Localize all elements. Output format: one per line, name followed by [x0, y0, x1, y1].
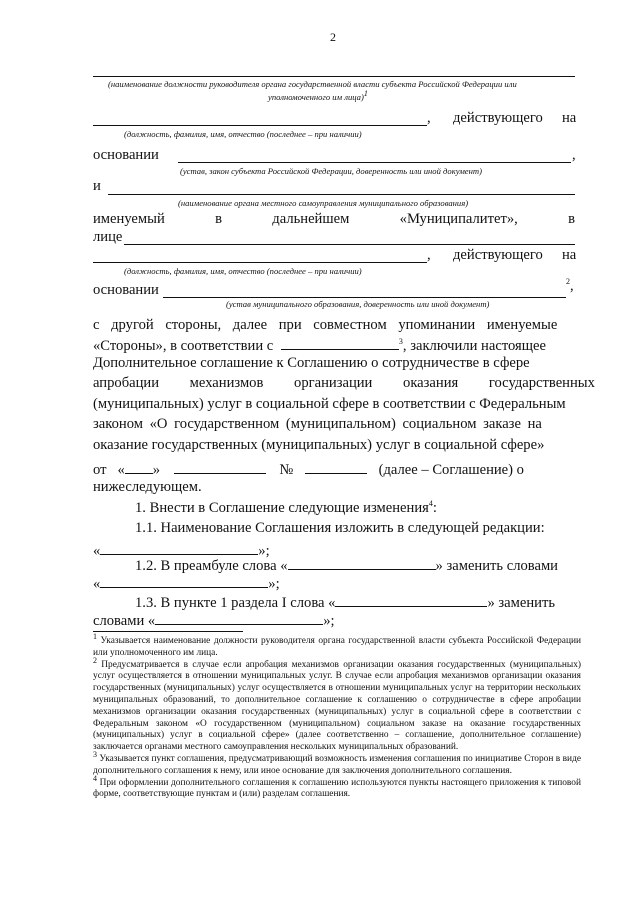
body-line-6: законом «О государственном (муниципальном) социальном заказе на: [93, 416, 542, 432]
blank-line-municipal-body: [108, 194, 575, 195]
item-1-3-blank: словами « »;: [93, 610, 335, 630]
comma: ,: [427, 110, 431, 126]
footnote-2: $^2$ Предусматривается в случае если апробация механизмов организации оказания государственных (муниципальных) услуг осуществляется в отношении муниципальных услуг. В случае если апробация механизмов организации оказания государственных (муниципальных) услуг осуществляется в отношении муниципальных услуг на территории нескольких муниципальных образований, то дополнительное соглашение к соглашению о сотрудничестве в сфере апробации механизмов организации оказания государственных (муниципальных) услуг в социальной сфере в соответствии с Федеральным законом «О государственном (муниципальном) социальном заказе на оказание государственных (муниципальных) услуг в социальной сфере» (далее соответственно – соглашение, дополнительное соглашение) заключается органами местного самоуправления нескольких муниципальных образований.: [93, 655, 581, 753]
item-1-3: 1.3. В пункте 1 раздела I слова « » заменить: [135, 592, 555, 612]
item-1-1: 1.1. Наименование Соглашения изложить в следующей редакции:: [135, 520, 545, 536]
basis-word: основании: [93, 282, 159, 298]
blank-line-official-name: [93, 125, 427, 126]
body-line-5: (муниципальных) услуг в социальной сфере в соответствии с Федеральным: [93, 396, 566, 412]
caption-basis: (устав, закон субъекта Российской Федерации, доверенность или иной документ): [180, 166, 482, 176]
caption-official-name-2: (должность, фамилия, имя, отчество (последнее – при наличии): [124, 266, 362, 276]
body-line-2: «Стороны», в соответствии с $^3$, заключили настоящее: [93, 335, 575, 355]
person-word: лице: [93, 229, 123, 245]
blank-line-position: [93, 76, 575, 77]
blank-line-basis: [178, 162, 571, 163]
footnotes: [93, 631, 582, 801]
footnote-4: $^4$ При оформлении дополнительного соглашения к соглашению используются пункты настоящего приложения к типовой форме, соответствующие пунктам и (или) разделам соглашения.: [93, 773, 581, 800]
body-line-7: оказание государственных (муниципальных) услуг в социальной сфере»: [93, 437, 545, 453]
blank-line-person: [124, 244, 575, 245]
body-line-1: с другой стороны, далее при совместном упоминании именуемые: [93, 317, 558, 333]
body-line-3: Дополнительное соглашение к Соглашению о сотрудничестве в сфере: [93, 355, 530, 371]
named-line: именуемый в дальнейшем «Муниципалитет», в: [93, 211, 575, 227]
and-word: и: [93, 178, 101, 194]
item-1-2: 1.2. В преамбуле слова « » заменить словами: [135, 555, 558, 575]
acting-word: действующего: [453, 110, 543, 126]
basis-2-end: $^2$,: [566, 277, 574, 294]
footnote-1: $^1$ Указывается наименование должности руководителя органа государственной власти субъекта Российской Федерации или уполномоченного им лица.: [93, 631, 582, 658]
caption-basis-2: (устав муниципального образования, доверенность или иной документ): [226, 299, 490, 309]
item-1-2-blank: « »;: [93, 573, 280, 593]
blank-line-basis-2: [163, 297, 566, 298]
item-1-1-blank: « »;: [93, 540, 270, 560]
body-line-4: апробации механизмов организации оказания государственных: [93, 375, 595, 391]
acting-word: действующего: [453, 247, 543, 263]
basis-word: основании: [93, 147, 159, 163]
on-word: на: [562, 110, 577, 126]
caption-municipal-body: (наименование органа местного самоуправления муниципального образования): [178, 198, 469, 208]
caption-position: (наименование должности руководителя органа государственной власти субъекта Российской Федерации или: [108, 79, 517, 89]
page-number: 2: [330, 30, 336, 44]
comma: ,: [427, 247, 431, 263]
caption-official-name: (должность, фамилия, имя, отчество (последнее – при наличии): [124, 129, 362, 139]
footnote-3: $^3$ Указывается пункт соглашения, предусматривающий возможность изменения соглашения по инициативе Сторон в виде дополнительного соглашения к нему, или иное основание для заключения дополнительного соглашения.: [93, 749, 582, 776]
item-1: 1. Внести в Соглашение следующие изменения$^4$:: [135, 499, 437, 516]
caption-position-cont: уполномоченного им лица)$^1$: [268, 89, 368, 102]
on-word: на: [562, 247, 577, 263]
body-line-8: от « » № (далее – Соглашение) о: [93, 459, 575, 479]
comma: ,: [572, 147, 576, 163]
footnote-separator: [93, 631, 243, 632]
body-line-9: нижеследующем.: [93, 479, 202, 495]
blank-line-official-name-2: [93, 262, 427, 263]
